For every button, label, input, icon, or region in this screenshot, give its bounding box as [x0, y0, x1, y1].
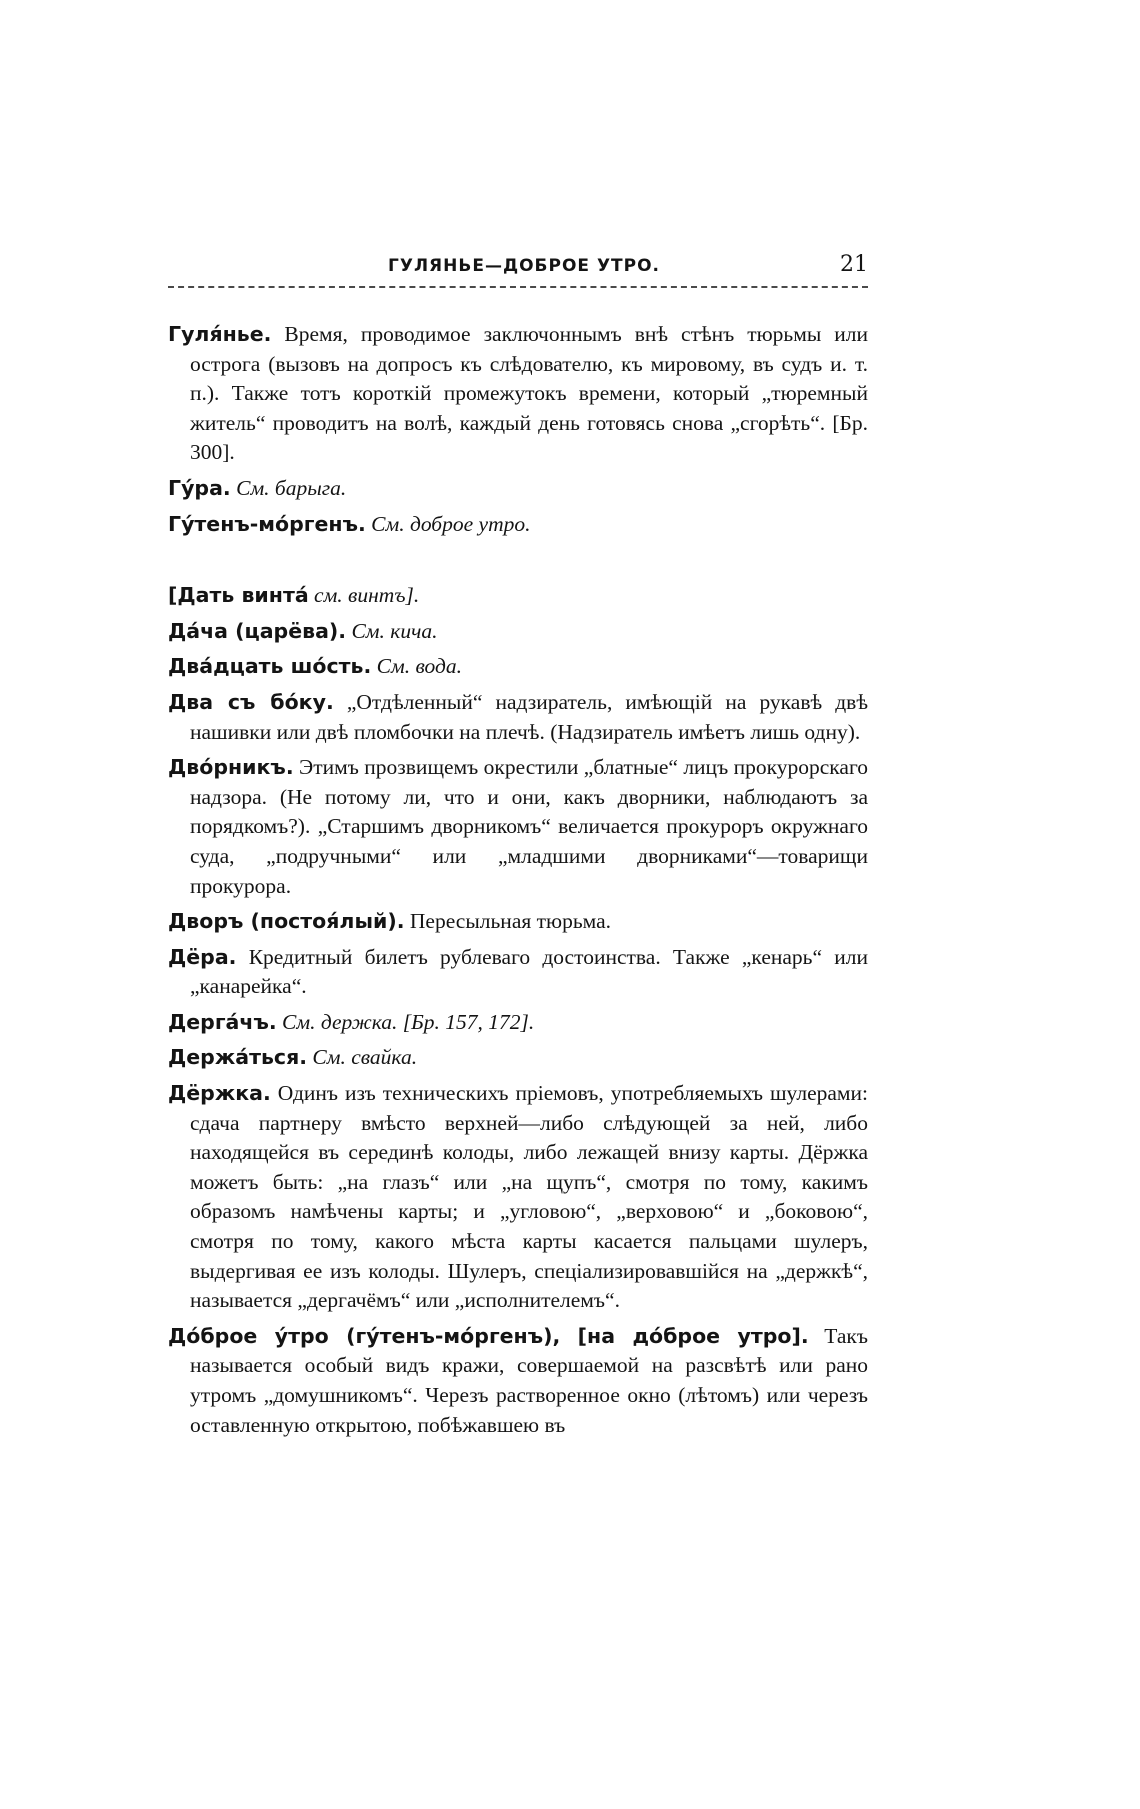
entry-guten-morgen — [168, 510, 868, 540]
page-header — [168, 252, 868, 292]
entry-gulyanye — [168, 320, 868, 468]
entry-headword: Гу́тенъ-мо́ргенъ. — [168, 511, 366, 536]
entry-gura — [168, 474, 868, 504]
entry-dacha — [168, 617, 868, 647]
entry-headword: Дёржка. — [168, 1081, 271, 1106]
entry-cross-reference: См. держка. [Бр. 157, 172]. — [276, 1009, 535, 1034]
entry-cross-reference: См. барыга. — [230, 475, 347, 500]
entry-cross-reference: См. свайка. — [307, 1045, 418, 1070]
entry-dvadtsat-shest — [168, 652, 868, 682]
entry-headword: [Дать винта́ — [168, 583, 309, 608]
entry-dvor-postoyaly — [168, 907, 868, 937]
entry-definition: Этимъ прозвищемъ окрестили „блатные“ лицъ прокурорскаго надзора. (Не потому ли, что и они, какъ дворники, наблюдаютъ за порядкомъ?). „Старшимъ дворникомъ“ величается прокуроръ окружнаго суда, „подручными“ или „младшими дворниками“—товарищи прокурора. — [190, 755, 868, 898]
entry-dyora — [168, 943, 868, 1002]
entry-definition: Кредитный билетъ рублеваго достоинства. Также „кенарь“ или „канарейка“. — [190, 944, 868, 999]
entry-definition: Одинъ изъ техническихъ пріемовъ, употребляемыхъ шулерами: сдача партнеру вмѣсто верхней—либо слѣдующей за ней, либо находящейся въ серединѣ колоды, либо лежащей внизу карты. Дёржка можетъ быть: „на глазъ“ или „на щупъ“, смотря по тому, какимъ образомъ намѣчены карты; и „угловою“, „верховою“ и „боковою“, смотря по тому, какого мѣста карты касается пальцами шулеръ, выдергивая ее изъ колоды. Шулеръ, спеціализировавшійся на „держкѣ“, называется „дергачёмъ“ или „исполнителемъ“. — [190, 1081, 868, 1313]
header-rule — [168, 286, 868, 288]
entry-cross-reference: См. доброе утро. — [365, 511, 531, 536]
entry-headword: Два́дцать шо́сть. — [168, 654, 372, 679]
entry-dobroe-utro — [168, 1322, 868, 1440]
page-number: 21 — [840, 252, 868, 277]
entry-definition: Время, проводимое заключоннымъ внѣ стѣнъ тюрьмы или острога (вызовъ на допросъ къ слѣдователю, къ мировому, въ судъ и. т. п.). Также тотъ короткій промежутокъ времени, который „тюремный житель“ проводитъ на волѣ, каждый день готовясь снова „сгорѣть“. [Бр. 300]. — [190, 322, 868, 465]
entry-headword: Дёра. — [168, 944, 237, 969]
entry-headword: Гуля́нье. — [168, 322, 272, 346]
entry-dat-vinta — [168, 581, 868, 611]
entry-headword: Гу́ра. — [168, 475, 231, 500]
entry-dyorzhka — [168, 1079, 868, 1316]
entry-definition: „Отдѣленный“ надзиратель, имѣющій на рукавѣ двѣ нашивки или двѣ пломбочки на плечѣ. (Надзиратель имѣетъ лишь одну). — [190, 689, 869, 744]
entry-cross-reference: См. кича. — [346, 618, 438, 643]
entry-headword: Дворъ (постоя́лый). — [168, 909, 405, 934]
entry-dergach — [168, 1008, 868, 1038]
entry-definition: Такъ называется особый видъ кражи, совершаемой на разсвѣтѣ или рано утромъ „домушникомъ“. Черезъ растворенное окно (лѣтомъ) или черезъ оставленную открытою, побѣжавшею въ — [190, 1323, 868, 1437]
entry-headword: Держа́ться. — [168, 1045, 308, 1070]
entry-derzhatsya — [168, 1043, 868, 1073]
entry-headword: Дерга́чъ. — [168, 1009, 277, 1034]
entry-dvornik — [168, 753, 868, 901]
entry-headword: Дво́рникъ. — [168, 755, 294, 780]
entry-cross-reference: см. винтъ]. — [308, 583, 420, 608]
running-head: ГУЛЯНЬЕ—ДОБРОЕ УТРО. — [388, 256, 661, 276]
entry-cross-reference: См. вода. — [371, 654, 462, 679]
entry-headword: Да́ча (царёва). — [168, 618, 347, 643]
entry-dva-s-boku — [168, 688, 868, 747]
dictionary-entries — [168, 320, 868, 1446]
entry-headword: Два съ бо́ку. — [168, 689, 334, 714]
entry-headword: До́брое у́тро (гу́тенъ-мо́ргенъ), [на до́брое утро]. — [168, 1323, 809, 1348]
entry-definition: Пересыльная тюрьма. — [404, 909, 612, 934]
